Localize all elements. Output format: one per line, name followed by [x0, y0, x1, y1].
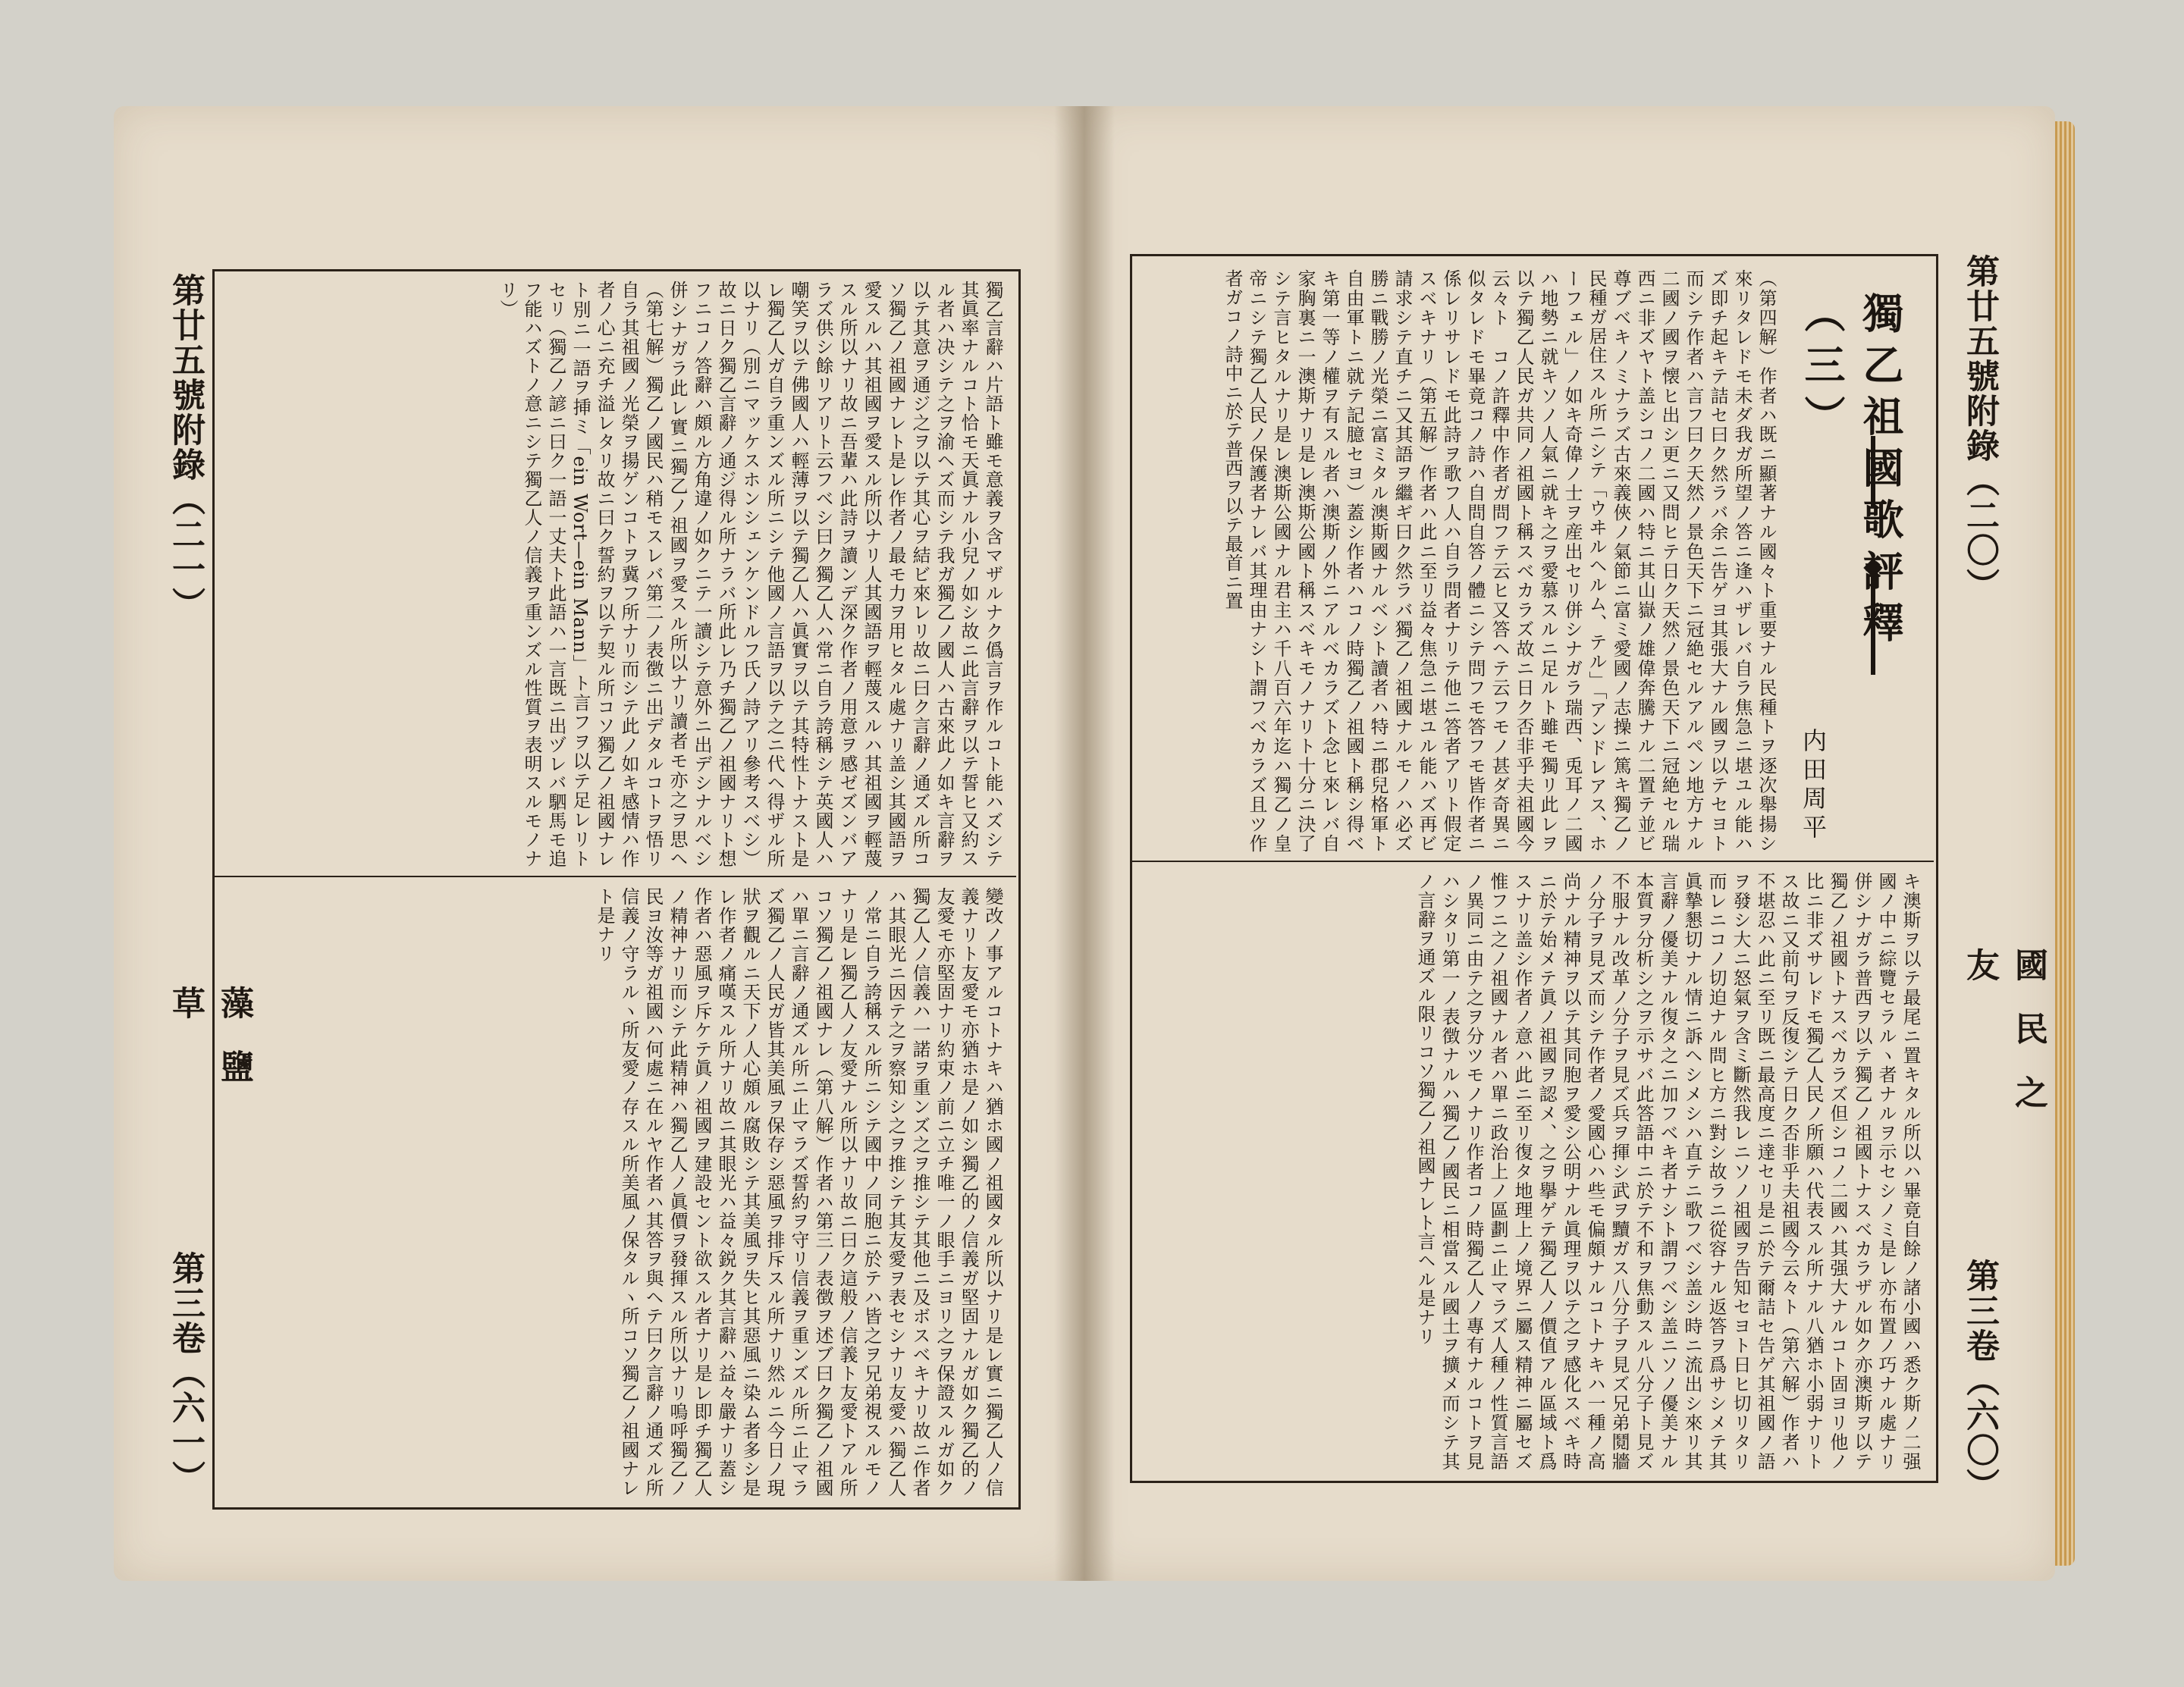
- left-page-divider: [212, 876, 1016, 877]
- right-lower-text: キ澳斯ヲ以テ最尾ニ置キタル所以ハ畢竟自餘ノ諸小國ハ悉ク斯ノ二强國ノ中ニ綜覽セラルヽ者ナルヲ示セシノミ是レ亦布置ノ巧ナル處ナリ併シナガラ普西ヲ以テ獨乙ノ祖國トナスベカラザル如ク亦澳斯ヲ以テ獨乙ノ祖國トナスベカラズ但シコノ二國ハ其强大ナルコト固ヨリ他ノ比ニ非ズサレドモ獨乙人民ノ所願ハ代表スル所ナル八猶ホ小弱ナリトス故ニ又前句ヲ反復シテ日ク否非乎夫祖國今云々ト（第六解）作者ハ不堪忍ハ此ニ至リ既ニ最高度ニ達セリ是ニ於テ爾詰セ告ゲ其祖國ノ語ヲ發シ大ニ怒氣ヲ含ミ斷然我レニソノ祖國ヲ告知セヨト日ヒ切リタリ而レニコノ切迫ナル問ヒ方ニ對シ故ラニ從容ナル返答ヲ爲サシメテ其眞摯懇切ナル情ニ訴ヘシメシハ直テニ歌フベシ盖シ時ニ流出シ來リ其言辭ノ優美ナル復タ之ニ加フベキ者ナシト謂フベシ盖ニソノ優美ナル本質ヲ分析シ之ヲ示サバ此答語中ニ於テ不和ヲ焦動スル八分子ト見ズ不服ナル改革ノ分子ヲ見ズ兵ヲ揮シ武ヲ黷ガス八分子ヲ見ズ兄弟鬩牆ノ分子ヲ見ズ而シテ作者ノ愛國心ハ些モ偏頗ナルコトナキハ一種ノ高尚ナル精神ヲ以テ其同胞ヲ愛シ公明ナル眞理ヲ以テ之ヲ感化スベキ時ニ於テ始メテ眞ノ祖國ヲ認メ、之ヲ擧ゲテ獨乙人ノ價值アル區域ト爲スナリ盖シ作者ノ意ハ此ニ至リ復タ地理上ノ境界ニ屬ス精神ニ屬セズ惟フニ之ノ祖國ナル者ハ單ニ政治上ノ區劃ニ止マラズ人種ノ性質言語ノ異同ニ由テ之ヲ分ツモノナリ作者コノ時獨乙人ノ專有ナルコトヲ見ハシタリ第一ノ表徴ナルハ獨乙ノ國民ニ相當スル國土ヲ擴メ而シテ其ノ言辭ヲ通ズル限リコソ獨乙ノ祖國ナレト言ヘル是ナリ: [1414, 872, 1921, 1471]
- book-gutter: [1054, 106, 1115, 1581]
- open-book: [114, 106, 2070, 1581]
- right-upper-text: （第四解）作者ハ既ニ顯著ナル國々ト重要ナル民種トヲ逐次舉揚シ來リタレドモ未ダ我ガ所望ノ答ニ逢ハザレバ自ラ焦急ニ堪ユル能ハズ即チ起キテ詰セ曰ク然ラバ余ニ告ゲヨ其張大ナル國ヲ以テセヨト而シテ作者ハ言フ曰ク天然ノ景色天下ニ冠絶セルアルペン地方ナル二國ノ國ヲ懐ヒ出シ更ニ又問ヒテ日ク天然ノ景色天下ニ冠絶セル瑞西ニ非ズヤト盖シコノ二國ハ特ニ其山嶽ノ雄偉奔騰ナル二置テ並ビ尊ブベキノミナラズ古來義俠ノ氣節ニ富ミ愛國ノ志操ニ篤キ獨乙ノ民種ガ居住スル所ニシテ「ウヰルヘルム、テル」「アンドレアス、ホーフェル」ノ如キ奇偉ノ士ヲ産出セリ併シナガラ瑞西、兎耳ノ二國ハ地勢ニ就キソノ人氣ニ就キ之ヲ愛慕スルニ足ルト雖モ獨リ此レヲ以テ獨乙人民ガ共同ノ祖國ト稱スベカラズ故ニ日ク否非乎夫祖國今云々ト コノ許釋中作者ガ問フテ云ヒ又答ヘテ云フモノ甚ダ奇異ニ似タレドモ畢竟コノ詩ハ自問自答ノ體ニシテ問フモ答フモ皆作者ニ係レリサレドモ此詩ヲ歌フ人ハ自ラ問者ナリテ他ニ答者アリト假定スベキナリ（第五解）作者ハ此ニ至リ益々焦急ニ堪ユル能ハズ再ビ請求シテ直チニ又其語ヲ繼ギ曰ク然ラバ獨乙ノ祖國ナルモノハ必ズ勝ニ戰勝ノ光榮ニ富ミタル澳斯國ナルベシト讀者ハ特ニ郡兒格軍ト自由軍トニ就テ記臆セヨ）蓋シ作者ハコノ時獨乙ノ祖國ト稱シ得ベキ第一等ノ權ヲ有スル者ハ澳斯ノ外ニアルベカラズト念ヒ來レバ自家胸裏ニ一澳斯ナリ是レ澳斯公國ト稱スベキモノナリト十分ニ決了シテ言ヒタルナリ是レ澳斯公國ナル君主ハ千八百六年迄ハ獨乙ノ皇帝ニシテ獨乙人民ノ保護者ナレバ其理由ナシト謂フベカラズ且ツ作者ガコノ詩中ニ於テ普西ヲ以テ最首ニ置: [1222, 269, 1777, 853]
- left-header-bottom: 第三卷（六一）: [166, 1251, 205, 1495]
- right-header-middle: 國民之友: [1960, 948, 2048, 1139]
- left-page: [114, 106, 1084, 1581]
- article-title: 獨乙祖國歌評釋（三）: [1798, 292, 1905, 653]
- left-upper-text: 獨乙言辭ハ片語ト雖モ意義ヲ含マザルナク僞言ヲ作ルコト能ハズシテ其眞率ナルコト恰モ天眞ナル小兒ノ如シ故ニ此言辭ヲ以テ誓ヒ又約スル者ハ决シテ之ヲ渝ヘズ而シテ我ガ獨乙ノ國人ハ古來此ノ如キ言辭ヲ以テ其意ヲ通ジ之ヲ以テ其心ヲ結ビ來レリ故ニ曰ク言辭ノ通ズル所コソ獨乙ノ祖國ナレト是レ作者ノ最モ力ヲ用ヒタル處ナリ盖シ其國語ヲ愛スルハ其祖國ヲ愛スル所以ナリ人其國語ヲ輕蔑スルハ其祖國ヲ輕蔑スル所以ナリ故ニ吾輩ハ此詩ヲ讀ンデ深ク作者ノ用意ヲ感ゼズンバアラズ供シ餘リアリト云フベシ曰ク獨乙人ハ常ニ自ラ誇稱シテ英國人ハ嘲笑ヲ以テ佛國人ハ輕薄ヲ以テ獨乙人ハ眞實ヲ以テ其特性トナスト是レ獨乙人ガ自ラ重ンズル所ニシテ他國ノ言語ヲ以テ之ニ代ヘ得ザル所以ナリ（別ニマッケスホンシェンケンドルフ氏ノ詩アリ參考スベシ）故ニ日ク獨乙言辭ノ通ジ得ル所ナラバ所此レ乃チ獨乙ノ祖國ナリト想フニコノ答辭ハ頗ル方角違ノ如クニテ一讀シテ意外ニ出デシナルベシ併シナガラ此レ實ニ獨乙ノ祖國ヲ愛スル所以ナリ讀者モ亦之ヲ思ヘ（第七解）獨乙ノ國民ハ稍モスレバ第二ノ表徴ニ出デタルコトヲ悟リ自ラ其祖國ノ光榮ヲ揚ゲンコトヲ冀フ所ナリ而シテ此ノ如キ感情ハ作者ノ心ニ充チ溢レタリ故ニ曰ク誓約ヲ以テ契ル所コソ獨乙ノ祖國ナレト別ニ一語ヲ挿ミ「ein Wort—ein Mann」ト言フヲ以テ足レリトセリ（獨乙ノ諺ニ曰ク一語一丈夫ト此語ハ一言既ニ出ヅレバ駟馬モ追フ能ハズトノ意ニシテ獨乙人ノ信義ヲ重ンズル性質ヲ表明スルモノナリ）: [497, 281, 1003, 868]
- left-header-middle: 藻鹽草: [166, 986, 253, 1113]
- page-edges: [2055, 121, 2075, 1566]
- right-header-top: 第廿五號附錄（二〇）: [1960, 254, 1999, 603]
- left-header-top: 第廿五號附錄（二一）: [166, 273, 205, 622]
- article-author: 内田周平: [1799, 728, 1828, 843]
- right-page: [1084, 106, 2055, 1581]
- right-page-divider: [1130, 861, 1934, 862]
- left-lower-text: 變改ノ事アルコトナキハ猶ホ國ノ祖國タル所以ナリ是レ實ニ獨乙人ノ信義ナリト友愛モ亦猶ホ是ノ如シ獨乙的ノ信義ガ堅固ナルガ如ク獨乙的ノ友愛モ亦堅固ナリ約束ノ前ニ立チ唯一ノ眼手ニヨリ之ヲ保證スルガ如ク獨乙人ノ信義ハ一諾ヲ重ンズ之ヲ推シテ其他ニ及ボスベキナリ故ニ作者ハ其眼光ニ因テ之ヲ察知シ之ヲ推シテ其友愛ヲ表セシナリ友愛ハ獨乙人ノ常ニ自ラ誇稱スル所ニシテ國中ノ同胞ニ於テハ皆之ヲ兄弟視スルモノナリ是レ獨乙人ノ友愛ナル所以ナリ故ニ曰ク這般ノ信義ト友愛トアル所コソ獨乙ノ祖國ナレ（第八解）作者ハ第三ノ表徴ヲ述ブ曰ク獨乙ノ祖國ハ單ニ言辭ノ通ズル所ニ止マラズ誓約ヲ守リ信義ヲ重ンズル所ニ止マラズ獨乙ノ人民ガ皆其美風ヲ保存シ惡風ヲ排斥スル所ナリ然ルニ今日ノ現狀ヲ觀ルニ天下ノ人心頗ル腐敗シテ其美風ヲ失ヒ其惡風ニ染ム者多シ是レ作者ノ痛嘆スル所ナリ故ニ其眼光ハ益々鋭ク其言辭ハ益々嚴ナリ蓋シ作者ハ惡風ヲ斥ケテ眞ノ祖國ヲ建設セント欲スル者ナリ是レ即チ獨乙人ノ精神ナリ而シテ此精神ハ獨乙人ノ眞價ヲ發揮スル所以ナリ嗚呼獨乙ノ民ヨ汝等ガ祖國ハ何處ニ在ルヤ作者ハ其答ヲ與ヘテ曰ク言辭ノ通ズル所信義ノ守ラルヽ所友愛ノ存スル所美風ノ保タルヽ所コソ獨乙ノ祖國ナレト是ナリ: [594, 887, 1003, 1497]
- right-header-bottom: 第三卷（六〇）: [1960, 1259, 1999, 1503]
